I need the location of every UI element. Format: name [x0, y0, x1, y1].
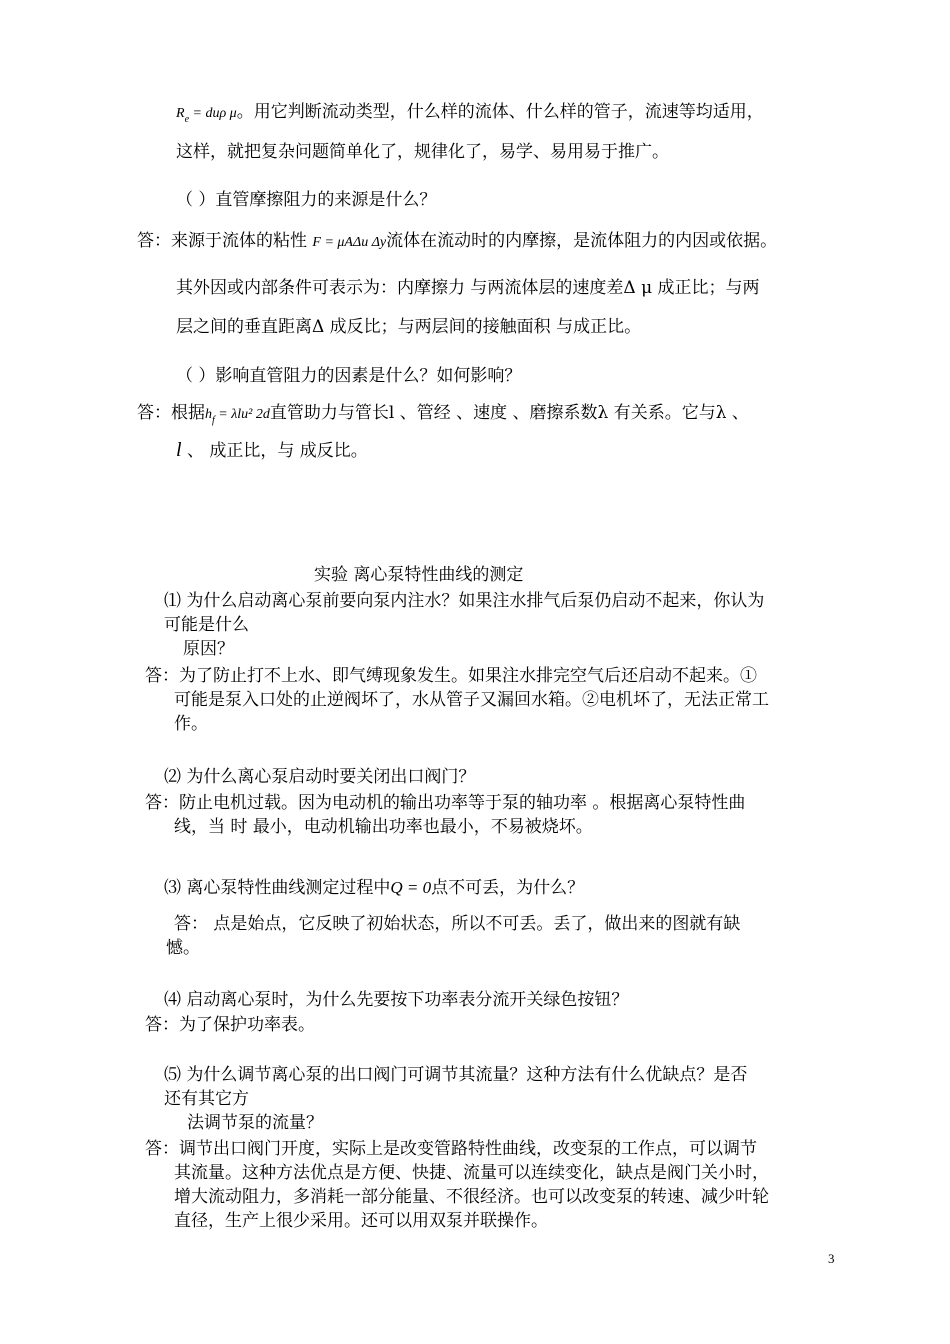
answer-line: 其流量。这种方法优点是方便、快捷、流量可以连续变化，缺点是阀门关小时， [174, 1163, 769, 1183]
answer-line [137, 402, 749, 427]
answer-line: 线，当 时 最小，电动机输出功率也最小，不易被烧坏。 [174, 817, 593, 837]
question-heading: 法调节泵的流量？ [187, 1113, 323, 1133]
question-heading: 可能是什么 [164, 615, 249, 635]
line-text: 流体在流动时的内摩擦，是流体阻力的内因或依据。 [386, 231, 778, 251]
question-heading: ⑵ 为什么离心泵启动时要关闭出口阀门？ [164, 767, 476, 787]
question-heading: ⑷ 启动离心泵时，为什么先要按下功率表分流开关绿色按钮？ [164, 990, 629, 1010]
line-text: 、 成正比，与 成反比。 [181, 441, 368, 461]
question-heading: ⑸ 为什么调节离心泵的出口阀门可调节其流量？这种方法有什么优缺点？是否 [164, 1065, 748, 1085]
answer-line: 直径，生产上很少采用。还可以用双泵并联操作。 [174, 1211, 548, 1231]
text-line [176, 101, 764, 126]
question-heading: （ ）直管摩擦阻力的来源是什么？ [176, 190, 437, 210]
answer-line: 答： 点是始点，它反映了初始状态，所以不可丢。丢了，做出来的图就有缺 [174, 914, 741, 934]
text-line: 这样，就把复杂问题简单化了，规律化了，易学、易用易于推广。 [176, 142, 669, 162]
line-prefix: 答：来源于流体的粘性 [137, 231, 313, 251]
formula: R [176, 106, 185, 121]
line-prefix: 答：根据 [137, 403, 205, 423]
text-line [176, 439, 368, 462]
answer-line: 增大流动阻力，多消耗一部分能量、不很经济。也可以改变泵的转速、减少叶轮 [174, 1187, 769, 1207]
answer-line: 可能是泵入口处的止逆阀坏了，水从管子又漏回水箱。②电机坏了，无法正常工 [174, 690, 769, 710]
answer-line: 答：调节出口阀门开度，实际上是改变管路特性曲线，改变泵的工作点，可以调节 [145, 1139, 757, 1159]
formula: F = μAΔu Δy [312, 235, 387, 250]
formula: = duρ μ [189, 106, 237, 121]
line-text: 点不可丢，为什么？ [431, 878, 585, 898]
question-heading [164, 877, 584, 899]
line-prefix: ⑶ 离心泵特性曲线测定过程中 [164, 878, 391, 898]
formula-subscript: f [212, 415, 215, 426]
answer-line: 答：防止电机过载。因为电动机的输出功率等于泵的轴功率 。根据离心泵特性曲 [145, 793, 746, 813]
answer-line: 答：为了保护功率表。 [145, 1015, 315, 1035]
page-number: 3 [828, 1251, 835, 1266]
formula: = λlu² 2d [214, 407, 270, 422]
line-text: 。用它判断流动类型，什么样的流体、什么样的管子，流速等均适用， [236, 102, 764, 122]
formula-subscript: e [184, 114, 190, 125]
question-heading: ⑴ 为什么启动离心泵前要向泵内注水？如果注水排气后泵仍启动不起来，你认为 [164, 591, 765, 611]
section-title: 实验 离心泵特性曲线的测定 [314, 565, 524, 585]
line-text: 直管助力与管长l 、管经 、速度 、磨擦系数λ 有关系。它与λ 、 [269, 403, 749, 423]
question-heading: 原因？ [183, 639, 234, 659]
answer-line: 答：为了防止打不上水、即气缚现象发生。如果注水排完空气后还启动不起来。① [145, 666, 757, 686]
formula: h [205, 407, 212, 422]
question-heading: 还有其它方 [164, 1089, 249, 1109]
question-heading: （ ）影响直管阻力的因素是什么？如何影响？ [176, 366, 522, 386]
answer-line [137, 230, 777, 254]
answer-line: 作。 [174, 714, 208, 734]
text-line: 层之间的垂直距离Δ 成反比；与两层间的接触面积 与成正比。 [176, 317, 642, 337]
formula: l [176, 439, 182, 461]
answer-line: 憾。 [166, 938, 200, 958]
text-line: 其外因或内部条件可表示为：内摩擦力 与两流体层的速度差Δ μ 成正比；与两 [176, 278, 760, 298]
formula: Q = 0 [390, 878, 432, 897]
